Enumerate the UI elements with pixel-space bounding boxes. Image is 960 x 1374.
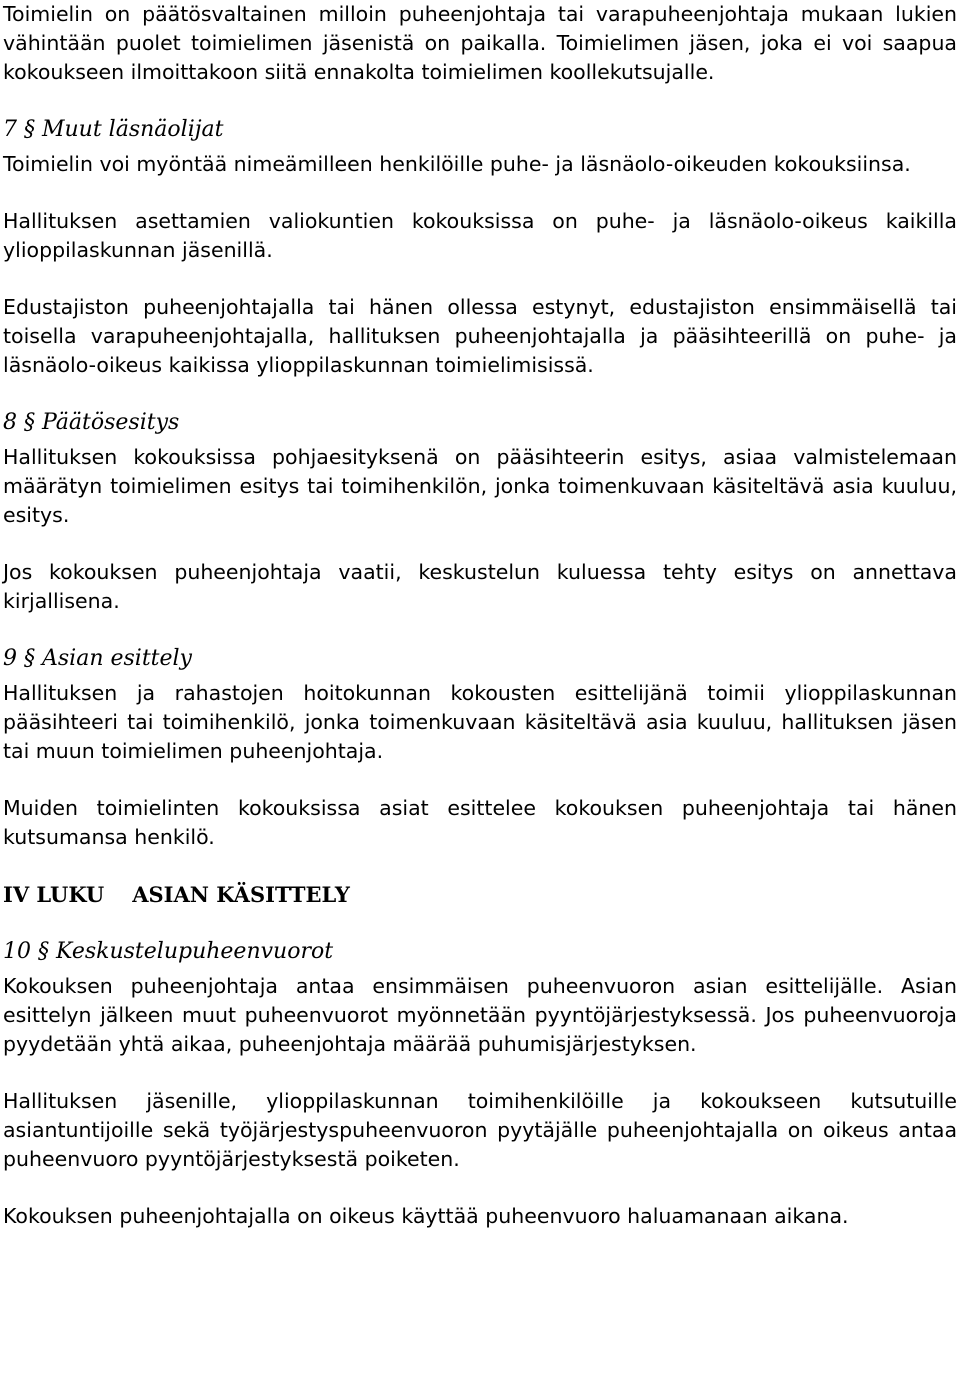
section-8-paragraph-1: Hallituksen kokouksissa pohjaesityksenä on pääsihteerin esitys, asiaa valmistelemaan määrätyn toimielimen esitys tai toimihenkilön, jonka toimenkuvaan käsiteltävä asia kuuluu, esitys. [3,445,957,527]
chapter-heading [3,880,957,909]
section-9-paragraph-2: Muiden toimielinten kokouksissa asiat esittelee kokouksen puheenjohtaja tai hänen kutsumansa henkilö. [3,796,957,849]
document-page [3,0,957,1259]
paragraph-quorum: Toimielin on päätösvaltainen milloin puheenjohtaja tai varapuheenjohtaja mukaan lukien vähintään puolet toimielimen jäsenistä on paikalla. Toimielimen jäsen, joka ei voi saapua kokoukseen ilmoittakoon siitä ennakolta toimielimen koollekutsujalle. [3,2,957,84]
section-7-paragraph-2: Hallituksen asettamien valiokuntien kokouksissa on puhe- ja läsnäolo-oikeus kaikilla ylioppilaskunnan jäsenillä. [3,209,957,262]
section-10-paragraph-1: Kokouksen puheenjohtaja antaa ensimmäisen puheenvuoron asian esittelijälle. Asian esittelyn jälkeen muut puheenvuorot myönnetään pyyntöjärjestyksessä. Jos puheenvuoroja pyydetään yhtä aikaa, puheenjohtaja määrää puhumisjärjestyksen. [3,974,957,1056]
section-9-heading: 9 § Asian esittely [3,646,192,671]
section-9-paragraph-1: Hallituksen ja rahastojen hoitokunnan kokousten esittelijänä toimii ylioppilaskunnan pääsihteeri tai toimihenkilö, jonka toimenkuvaan käsiteltävä asia kuuluu, hallituksen jäsen tai muun toimielimen puheenjohtaja. [3,681,957,763]
chapter-number: IV LUKU [3,882,105,907]
chapter-title: ASIAN KÄSITTELY [132,882,350,907]
section-7-paragraph-1: Toimielin voi myöntää nimeämilleen henkilöille puhe- ja läsnäolo-oikeuden kokouksiinsa. [3,152,911,176]
section-8-heading: 8 § Päätösesitys [3,410,180,435]
section-8-paragraph-2: Jos kokouksen puheenjohtaja vaatii, keskustelun kuluessa tehty esitys on annettava kirjallisena. [3,560,957,613]
section-10-paragraph-2: Hallituksen jäsenille, ylioppilaskunnan toimihenkilöille ja kokoukseen kutsutuille asiantuntijoille sekä työjärjestyspuheenvuoron pyytäjälle puheenjohtajalla on oikeus antaa puheenvuoro pyyntöjärjestyksestä poiketen. [3,1089,957,1171]
section-7-heading: 7 § Muut läsnäolijat [3,117,224,142]
section-7-paragraph-3: Edustajiston puheenjohtajalla tai hänen ollessa estynyt, edustajiston ensimmäisellä tai toisella varapuheenjohtajalla, hallituksen puheenjohtajalla ja pääsihteerillä on puhe- ja läsnäolo-oikeus kaikissa ylioppilaskunnan toimielimisissä. [3,295,957,377]
section-10-heading: 10 § Keskustelupuheenvuorot [3,939,334,964]
section-10-paragraph-3: Kokouksen puheenjohtajalla on oikeus käyttää puheenvuoro haluamanaan aikana. [3,1204,849,1228]
